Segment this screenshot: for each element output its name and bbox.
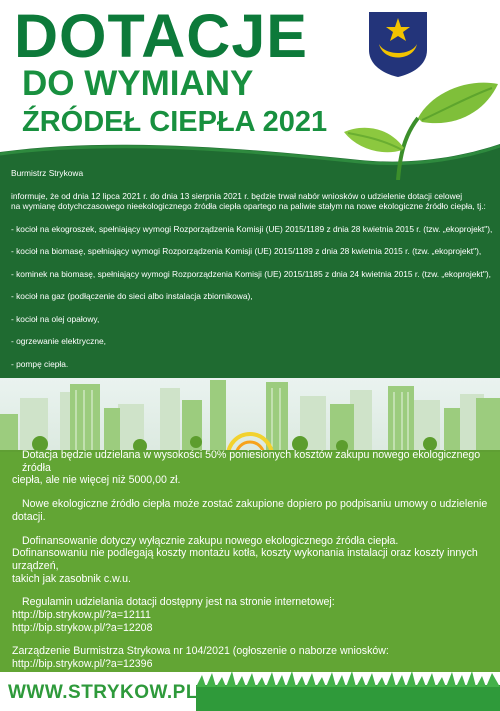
purchase-condition-line-2: dotacji. (12, 510, 46, 523)
title-line-2: DO WYMIANY (22, 64, 254, 103)
website-url[interactable]: WWW.STRYKOW.PL (8, 682, 198, 703)
funding-scope-line-1: Dofinansowanie dotyczy wyłącznie zakupu nowego ekologicznego źródła ciepła. (22, 534, 399, 547)
details-text (12, 438, 488, 671)
announcement-text (11, 168, 495, 369)
purchase-condition-line-1: Nowe ekologiczne źródło ciepła może zostać zakupione dopiero po podpisaniu umowy o udzielenie (22, 498, 488, 511)
list-item: - pompę ciepła. (11, 358, 69, 369)
title-line-1: DOTACJE (14, 2, 308, 70)
list-item: - kocioł na olej opałowy, (11, 313, 100, 324)
regulations-link-2[interactable]: http://bip.strykow.pl/?a=12208 (12, 621, 153, 634)
list-item: - kocioł na biomasę, spełniający wymogi Rozporządzenia Komisji (UE) 2015/1189 z dnia 28 kwietnia 2015 r. (tzw. „ekoprojekt"), (11, 246, 482, 256)
subsidy-amount-line-2: ciepła, ale nie więcej niż 5000,00 zł. (12, 474, 181, 487)
funding-scope-line-2: Dofinansowaniu nie podlegają koszty montażu kotła, koszty wykonania instalacji oraz koszty innych (12, 547, 478, 560)
title-line-3: ŹRÓDEŁ CIEPŁA 2021 (22, 106, 328, 138)
list-item: - kocioł na ekogroszek, spełniający wymogi Rozporządzenia Komisji (UE) 2015/1189 z dnia 28 kwietnia 2015 r. (tzw. „ekoprojekt"), (11, 223, 493, 234)
list-item: - kocioł na gaz (podłączenie do sieci albo instalacja zbiornikowa), (11, 291, 253, 301)
funding-scope-line-3: urządzeń, (12, 559, 59, 572)
funding-scope-line-4: takich jak zasobnik c.w.u. (12, 572, 131, 585)
regulations-link-1[interactable]: http://bip.strykow.pl/?a=12111 (12, 609, 151, 622)
subsidy-amount-line-1: Dotacja będzie udzielana w wysokości 50% poniesionych kosztów zakupu nowego ekologicznego źródła (22, 449, 481, 474)
coat-of-arms-icon (367, 10, 429, 78)
regulations-line: Regulamin udzielania dotacji dostępny jest na stronie internetowej: (22, 596, 335, 609)
ordinance-link[interactable]: http://bip.strykow.pl/?a=12396 (12, 658, 153, 671)
announcement-intro-line-1: informuje, że od dnia 12 lipca 2021 r. do dnia 13 sierpnia 2021 r. będzie trwał nabór wniosków o udzielenie dotacji celowej (11, 190, 463, 201)
sprout-icon (340, 70, 500, 180)
list-item: - kominek na biomasę, spełniający wymogi Rozporządzenia Komisji (UE) 2015/1185 z dnia 24 kwietnia 2015 r. (tzw. „ekoprojekt"), (11, 268, 491, 279)
grass-illustration (196, 671, 500, 711)
list-item: - ogrzewanie elektryczne, (11, 336, 106, 346)
announcement-sender: Burmistrz Strykowa (11, 168, 84, 178)
announcement-intro-line-2: na wymianę dotychczasowego nieekologicznego źródła ciepła opartego na paliwie stałym na nowe ekologiczne źródło ciepła, tj.: (11, 201, 486, 211)
ordinance-line: Zarządzenie Burmistrza Strykowa nr 104/2021 (ogłoszenie o naborze wniosków: (12, 645, 389, 658)
